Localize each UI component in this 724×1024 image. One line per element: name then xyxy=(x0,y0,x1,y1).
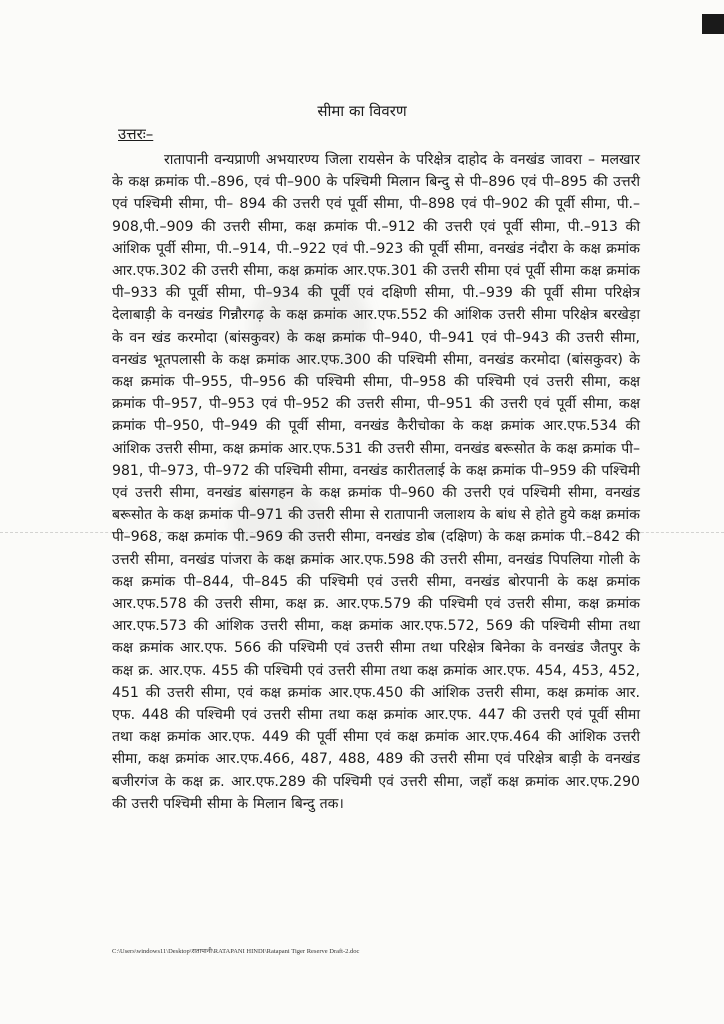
boundary-description-paragraph: रातापानी वन्यप्राणी अभयारण्य जिला रायसेन के परिक्षेत्र दाहोद के वनखंड जावरा – मलखार के कक्ष क्रमांक पी.–896, एवं पी–900 के पश्चिमी मिलान बिन्दु से पी–896 एवं पी–895 की उत्तरी एवं पश्चिमी सीमा, पी– 894 की उत्तरी एवं पूर्वी सीमा, पी–898 एवं पी–902 की पूर्वी सीमा, पी.–908,पी.–909 की उत्तरी सीमा, कक्ष क्रमांक पी.–912 की उत्तरी एवं पूर्वी सीमा, पी.–913 की आंशिक पूर्वी सीमा, पी.–914, पी.–922 एवं पी.–923 की पूर्वी सीमा, वनखंड नंदौरा के कक्ष क्रमांक आर.एफ.302 की उत्तरी सीमा, कक्ष क्रमांक आर.एफ.301 की उत्तरी सीमा एवं पूर्वी सीमा कक्ष क्रमांक पी–933 की पूर्वी सीमा, पी–934 की पूर्वी एवं दक्षिणी सीमा, पी.–939 की पूर्वी सीमा परिक्षेत्र देलाबाड़ी के वनखंड गिन्नौरगढ़ के कक्ष क्रमांक आर.एफ.552 की आंशिक उत्तरी सीमा परिक्षेत्र बरखेड़ा के वन खंड करमोदा (बांसकुवर) के कक्ष क्रमांक पी–940, पी–941 एवं पी–943 की उत्तरी सीमा, वनखंड भूतपलासी के कक्ष क्रमांक आर.एफ.300 की पश्चिमी सीमा, वनखंड करमोदा (बांसकुवर) के कक्ष क्रमांक पी–955, पी–956 की पश्चिमी सीमा, पी–958 की पश्चिमी एवं उत्तरी सीमा, कक्ष क्रमांक पी–957, पी–953 एवं पी–952 की उत्तरी सीमा, पी–951 की उत्तरी एवं पूर्वी सीमा, कक्ष क्रमांक पी–950, पी–949 की पूर्वी सीमा, वनखंड कैरीचोका के कक्ष क्रमांक आर.एफ.534 की आंशिक उत्तरी सीमा, कक्ष क्रमांक आर.एफ.531 की उत्तरी सीमा, वनखंड बरूसोत के कक्ष क्रमांक पी–981, पी–973, पी–972 की पश्चिमी सीमा, वनखंड कारीतलाई के कक्ष क्रमांक पी–959 की पश्चिमी एवं उत्तरी सीमा, वनखंड बांसगहन के कक्ष क्रमांक पी–960 की उत्तरी एवं पश्चिमी सीमा, वनखंड बरूसोत के कक्ष क्रमांक पी–971 की उत्तरी सीमा से रातापानी जलाशय के बांध से होते हुये कक्ष क्रमांक पी–968, कक्ष क्रमांक पी.–969 की उत्तरी सीमा, वनखंड डोब (दक्षिण) के कक्ष क्रमांक पी.–842 की उत्तरी सीमा, वनखंड पांजरा के कक्ष क्रमांक आर.एफ.598 की उत्तरी सीमा, वनखंड पिपलिया गोली के कक्ष क्रमांक पी–844, पी–845 की पश्चिमी एवं उत्तरी सीमा, वनखंड बोरपानी के कक्ष क्रमांक आर.एफ.578 की उत्तरी सीमा, कक्ष क्र. आर.एफ.579 की पश्चिमी एवं उत्तरी सीमा, कक्ष क्रमांक आर.एफ.573 की आंशिक उत्तरी सीमा, कक्ष क्रमांक आर.एफ.572, 569 की पश्चिमी सीमा तथा कक्ष क्रमांक आर.एफ. 566 की पश्चिमी एवं उत्तरी सीमा तथा परिक्षेत्र बिनेका के वनखंड जैतपुर के कक्ष क्र. आर.एफ. 455 की पश्चिमी एवं उत्तरी सीमा तथा कक्ष क्रमांक आर.एफ. 454, 453, 452, 451 की उत्तरी सीमा, एवं कक्ष क्रमांक आर.एफ.450 की आंशिक उत्तरी सीमा, कक्ष क्रमांक आर. एफ. 448 की पश्चिमी एवं उत्तरी सीमा तथा कक्ष क्रमांक आर.एफ. 447 की उत्तरी एवं पूर्वी सीमा तथा कक्ष क्रमांक आर.एफ. 449 की पूर्वी सीमा एवं कक्ष क्रमांक आर.एफ.464 की आंशिक उत्तरी सीमा, कक्ष क्रमांक आर.एफ.466, 487, 488, 489 की उत्तरी सीमा एवं परिक्षेत्र बाड़ी के वनखंड बजीरगंज के कक्ष क्र. आर.एफ.289 की पश्चिमी एवं उत्तरी सीमा, जहाँ कक्ष क्रमांक आर.एफ.290 की उत्तरी पश्चिमी सीमा के मिलान बिन्दु तक। xyxy=(112,152,640,812)
scan-edge-mark xyxy=(702,14,724,34)
answer-label: उत्तरः– xyxy=(118,125,154,143)
footer-file-path: C:\Users\windows11\Desktop\रातापानी\RATAPANI HINDI\Ratapani Tiger Reserve Draft-2.doc xyxy=(112,948,360,955)
document-title: सीमा का विवरण xyxy=(317,102,407,120)
